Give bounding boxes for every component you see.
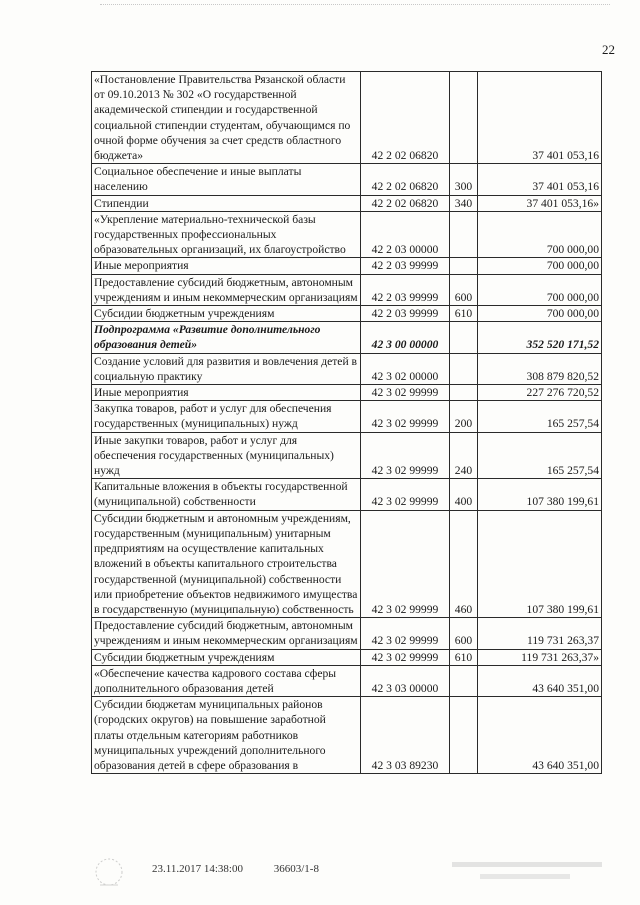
scan-stamp-icon (92, 855, 126, 891)
row-target-code: 42 3 02 99999 (361, 510, 450, 617)
row-target-code: 42 2 02 06820 (361, 195, 450, 211)
row-target-code: 42 2 02 06820 (361, 72, 450, 164)
table-row (92, 665, 602, 696)
row-expense-type: 340 (450, 195, 478, 211)
table-row (92, 211, 602, 258)
row-expense-type: 610 (450, 649, 478, 665)
row-expense-type: 600 (450, 274, 478, 305)
row-name: Капитальные вложения в объекты государственной (муниципальной) собственности (92, 479, 361, 510)
row-amount: 107 380 199,61 (478, 510, 602, 617)
row-target-code: 42 3 00 00000 (361, 322, 450, 353)
row-expense-type: 460 (450, 510, 478, 617)
row-amount: 227 276 720,52 (478, 385, 602, 401)
table-row (92, 322, 602, 353)
row-name: Закупка товаров, работ и услуг для обеспечения государственных (муниципальных) нужд (92, 401, 361, 432)
row-expense-type: 240 (450, 432, 478, 479)
row-target-code: 42 3 02 99999 (361, 649, 450, 665)
table-row (92, 274, 602, 305)
row-amount: 700 000,00 (478, 306, 602, 322)
registration-stamp-icon (450, 858, 610, 888)
footer-datetime: 23.11.2017 14:38:00 (152, 863, 243, 875)
table-row (92, 697, 602, 774)
table-row (92, 353, 602, 384)
row-target-code: 42 3 02 99999 (361, 479, 450, 510)
footer (152, 863, 347, 875)
row-expense-type: 400 (450, 479, 478, 510)
footer-doc-code: 36603/1-8 (273, 863, 319, 875)
table-row (92, 479, 602, 510)
scan-artifact-top (100, 4, 610, 11)
row-target-code: 42 2 03 00000 (361, 211, 450, 258)
row-target-code: 42 2 02 06820 (361, 164, 450, 195)
table-row (92, 385, 602, 401)
table-row (92, 401, 602, 432)
row-name: Иные мероприятия (92, 385, 361, 401)
table-row (92, 432, 602, 479)
row-name: Субсидии бюджетным и автономным учреждениям, государственным (муниципальным) унитарным предприятиям на осуществление капитальных вложений в объекты капитального строительства государственной (муниципальной) собственности или приобретение объектов недвижимого имущества в государственную (муниципальную) собственность (92, 510, 361, 617)
row-target-code: 42 2 03 99999 (361, 258, 450, 274)
row-amount: 165 257,54 (478, 432, 602, 479)
row-name: «Обеспечение качества кадрового состава сферы дополнительного образования детей (92, 665, 361, 696)
row-target-code: 42 3 02 99999 (361, 401, 450, 432)
row-amount: 37 401 053,16 (478, 164, 602, 195)
row-amount: 107 380 199,61 (478, 479, 602, 510)
row-amount: 43 640 351,00 (478, 665, 602, 696)
row-name: Создание условий для развития и вовлечения детей в социальную практику (92, 353, 361, 384)
row-expense-type (450, 697, 478, 774)
row-amount: 700 000,00 (478, 211, 602, 258)
row-amount: 43 640 351,00 (478, 697, 602, 774)
row-expense-type (450, 258, 478, 274)
row-expense-type (450, 322, 478, 353)
row-amount: 352 520 171,52 (478, 322, 602, 353)
row-amount: 700 000,00 (478, 258, 602, 274)
table-row (92, 195, 602, 211)
row-name: Подпрограмма «Развитие дополнительного образования детей» (92, 322, 361, 353)
row-amount: 37 401 053,16» (478, 195, 602, 211)
row-name: Субсидии бюджетным учреждениям (92, 306, 361, 322)
row-target-code: 42 2 03 99999 (361, 306, 450, 322)
table-row (92, 649, 602, 665)
row-expense-type: 600 (450, 618, 478, 649)
budget-table-body (92, 72, 602, 774)
row-name: Субсидии бюджетам муниципальных районов (городских округов) на повышение заработной платы отдельным категориям работников муниципальных учреждений дополнительного образования детей в сфере образования в (92, 697, 361, 774)
row-name: Предоставление субсидий бюджетным, автономным учреждениям и иным некоммерческим организациям (92, 618, 361, 649)
row-name: «Укрепление материально-технической базы государственных профессиональных образовательных организаций, их благоустройство (92, 211, 361, 258)
table-row (92, 306, 602, 322)
row-amount: 308 879 820,52 (478, 353, 602, 384)
row-amount: 119 731 263,37» (478, 649, 602, 665)
row-name: Социальное обеспечение и иные выплаты населению (92, 164, 361, 195)
table-row (92, 618, 602, 649)
row-amount: 37 401 053,16 (478, 72, 602, 164)
row-name: «Постановление Правительства Рязанской области от 09.10.2013 № 302 «О государственной академической стипендии и государственной социальной стипендии студентам, обучающимся по очной форме обучения за счет средств областного бюджета» (92, 72, 361, 164)
row-expense-type: 610 (450, 306, 478, 322)
row-name: Субсидии бюджетным учреждениям (92, 649, 361, 665)
row-target-code: 42 2 03 99999 (361, 274, 450, 305)
table-row (92, 510, 602, 617)
row-amount: 700 000,00 (478, 274, 602, 305)
row-amount: 119 731 263,37 (478, 618, 602, 649)
row-expense-type (450, 385, 478, 401)
row-expense-type: 200 (450, 401, 478, 432)
table-row (92, 258, 602, 274)
row-name: Стипендии (92, 195, 361, 211)
table-row (92, 72, 602, 164)
row-expense-type: 300 (450, 164, 478, 195)
page-number: 22 (602, 42, 615, 57)
row-target-code: 42 3 02 99999 (361, 432, 450, 479)
table-row (92, 164, 602, 195)
row-name: Предоставление субсидий бюджетным, автономным учреждениям и иным некоммерческим организациям (92, 274, 361, 305)
row-name: Иные закупки товаров, работ и услуг для обеспечения государственных (муниципальных) нужд (92, 432, 361, 479)
row-expense-type (450, 72, 478, 164)
row-target-code: 42 3 02 99999 (361, 385, 450, 401)
row-target-code: 42 3 02 00000 (361, 353, 450, 384)
row-expense-type (450, 211, 478, 258)
row-expense-type (450, 353, 478, 384)
row-target-code: 42 3 03 89230 (361, 697, 450, 774)
row-amount: 165 257,54 (478, 401, 602, 432)
row-target-code: 42 3 02 99999 (361, 618, 450, 649)
row-name: Иные мероприятия (92, 258, 361, 274)
row-target-code: 42 3 03 00000 (361, 665, 450, 696)
row-expense-type (450, 665, 478, 696)
budget-table (91, 71, 602, 774)
